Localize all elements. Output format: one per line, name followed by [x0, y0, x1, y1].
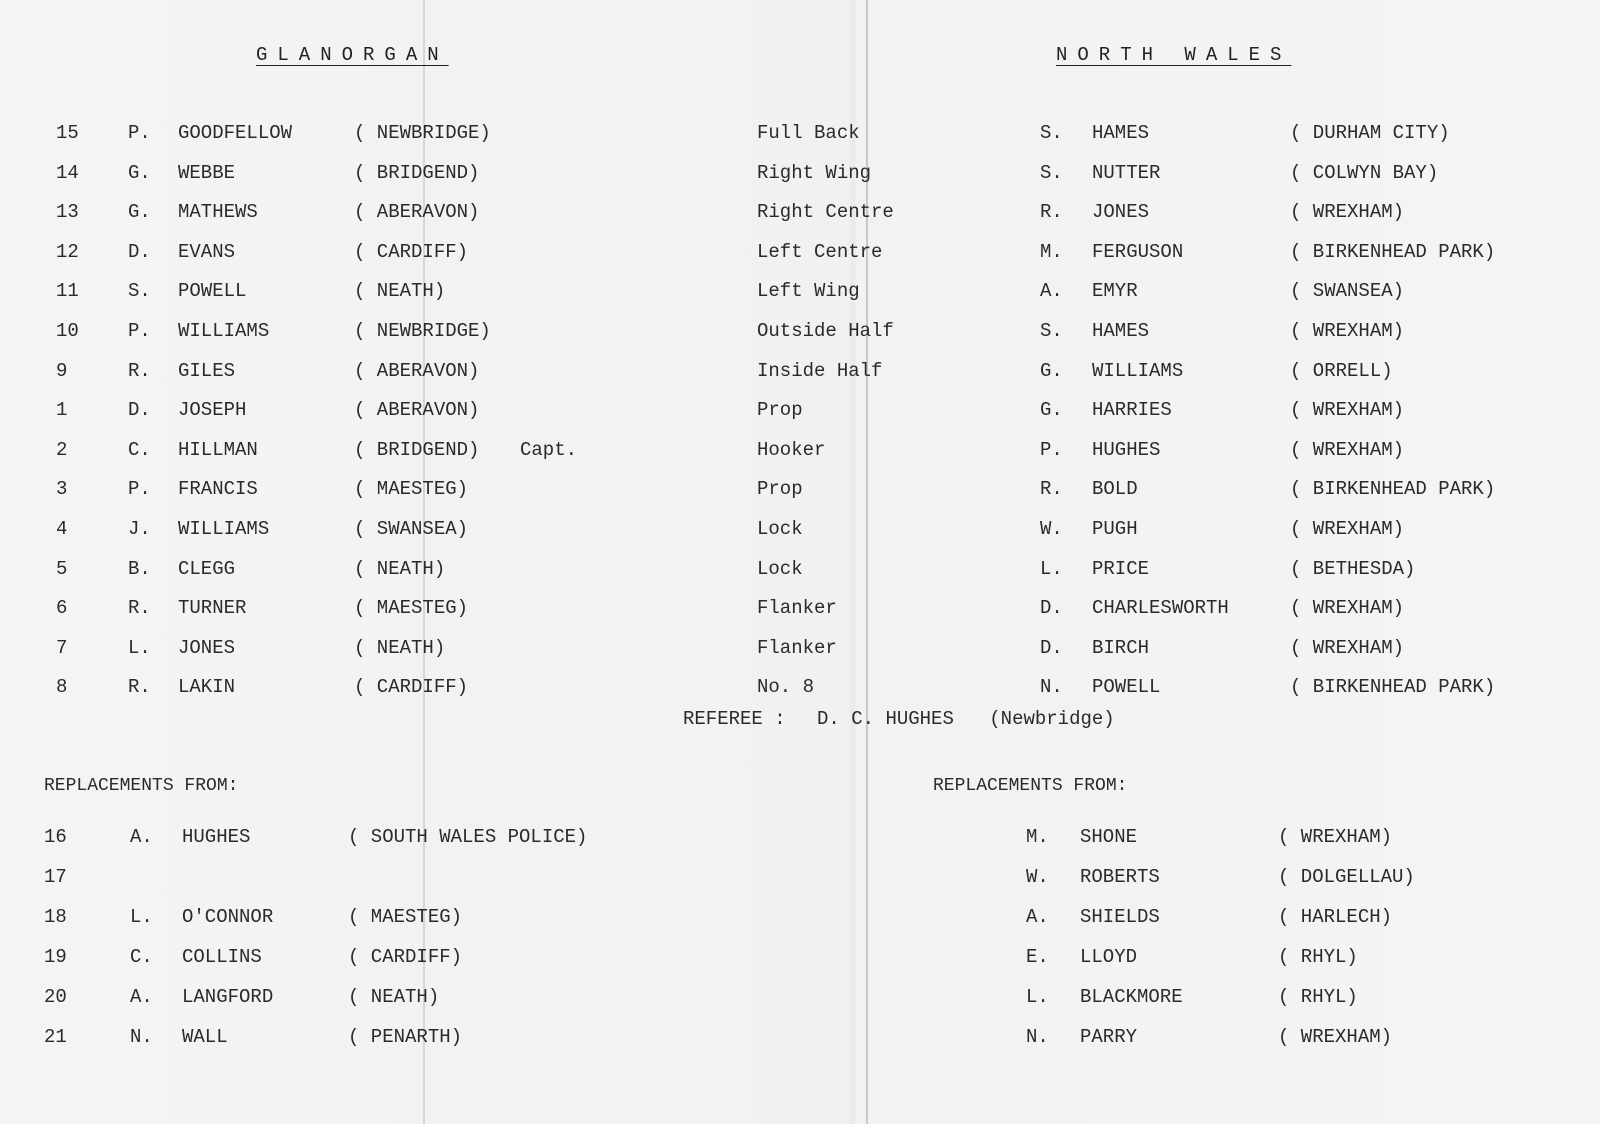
- north-wales-replacement-name: SHONE: [1080, 826, 1138, 848]
- north-wales-player-initial: L.: [1040, 557, 1063, 580]
- north-wales-player-initial: D.: [1040, 597, 1063, 620]
- glamorgan-player-initial: J.: [128, 518, 151, 540]
- replacement-number: 16: [44, 826, 67, 848]
- position-label: Outside Half: [757, 320, 894, 342]
- position-label: No. 8: [757, 676, 815, 699]
- position-label: Left Wing: [757, 280, 860, 303]
- north-wales-player-club: ( WREXHAM): [1290, 399, 1405, 422]
- jersey-number: 1: [56, 399, 68, 422]
- player-row: [0, 162, 1600, 192]
- glamorgan-replacement-club: ( PENARTH): [348, 1026, 463, 1048]
- player-row: [0, 439, 1600, 469]
- north-wales-player-initial: R.: [1040, 201, 1063, 224]
- north-wales-player-name: BOLD: [1092, 478, 1138, 501]
- position-label: Lock: [757, 557, 803, 580]
- position-label: Prop: [757, 478, 803, 501]
- north-wales-player-initial: S.: [1040, 161, 1063, 184]
- glamorgan-replacement-initial: A.: [130, 826, 153, 848]
- replacement-row: [0, 986, 1600, 1016]
- glamorgan-player-name: FRANCIS: [178, 478, 258, 501]
- glamorgan-player-name: HILLMAN: [178, 438, 258, 461]
- player-row: [0, 122, 1600, 152]
- north-wales-player-club: ( COLWYN BAY): [1290, 161, 1439, 184]
- glamorgan-replacement-initial: A.: [130, 986, 153, 1008]
- north-wales-player-initial: G.: [1040, 399, 1063, 422]
- north-wales-player-club: ( ORRELL): [1290, 359, 1393, 382]
- glamorgan-player-club: ( SWANSEA): [354, 518, 469, 540]
- glamorgan-player-initial: G.: [128, 201, 151, 224]
- glamorgan-player-name: JOSEPH: [178, 399, 247, 422]
- glamorgan-replacement-initial: N.: [130, 1026, 153, 1048]
- north-wales-player-name: HAMES: [1092, 320, 1150, 342]
- replacement-row: [0, 1026, 1600, 1056]
- glamorgan-player-club: ( ABERAVON): [354, 201, 480, 224]
- north-wales-player-name: BIRCH: [1092, 636, 1150, 659]
- jersey-number: 11: [56, 280, 79, 303]
- north-wales-replacement-name: LLOYD: [1080, 946, 1138, 968]
- glamorgan-replacement-initial: C.: [130, 946, 153, 968]
- north-wales-replacement-initial: W.: [1026, 866, 1049, 888]
- player-row: [0, 558, 1600, 588]
- referee-name: D. C. HUGHES: [817, 708, 954, 730]
- north-wales-player-club: ( SWANSEA): [1290, 280, 1405, 303]
- north-wales-player-name: WILLIAMS: [1092, 359, 1184, 382]
- glamorgan-player-club: ( BRIDGEND): [354, 438, 480, 461]
- position-label: Hooker: [757, 438, 826, 461]
- jersey-number: 6: [56, 597, 68, 620]
- north-wales-player-club: ( BETHESDA): [1290, 557, 1416, 580]
- referee-club: (Newbridge): [989, 708, 1115, 730]
- glamorgan-player-name: GOODFELLOW: [178, 122, 293, 144]
- glamorgan-player-initial: R.: [128, 597, 151, 620]
- replacement-row: [0, 906, 1600, 936]
- glamorgan-player-initial: P.: [128, 478, 151, 501]
- north-wales-replacement-club: ( DOLGELLAU): [1278, 866, 1415, 888]
- glamorgan-player-name: WEBBE: [178, 161, 236, 184]
- north-wales-player-initial: D.: [1040, 636, 1063, 659]
- glamorgan-player-club: ( ABERAVON): [354, 359, 480, 382]
- north-wales-player-name: CHARLESWORTH: [1092, 597, 1229, 620]
- jersey-number: 8: [56, 676, 68, 699]
- glamorgan-player-club: ( NEWBRIDGE): [354, 320, 491, 342]
- position-label: Full Back: [757, 122, 860, 144]
- glamorgan-replacement-name: WALL: [182, 1026, 228, 1048]
- glamorgan-player-name: EVANS: [178, 240, 236, 263]
- north-wales-replacement-initial: A.: [1026, 906, 1049, 928]
- jersey-number: 10: [56, 320, 79, 342]
- glamorgan-player-initial: P.: [128, 320, 151, 342]
- glamorgan-player-name: WILLIAMS: [178, 320, 270, 342]
- north-wales-player-name: HUGHES: [1092, 438, 1161, 461]
- glamorgan-replacement-name: COLLINS: [182, 946, 262, 968]
- north-wales-replacement-name: BLACKMORE: [1080, 986, 1183, 1008]
- glamorgan-replacement-club: ( CARDIFF): [348, 946, 463, 968]
- glamorgan-player-club: ( BRIDGEND): [354, 161, 480, 184]
- glamorgan-replacement-club: ( MAESTEG): [348, 906, 463, 928]
- glamorgan-player-name: JONES: [178, 636, 236, 659]
- glamorgan-replacement-club: ( NEATH): [348, 986, 440, 1008]
- glamorgan-replacement-club: ( SOUTH WALES POLICE): [348, 826, 588, 848]
- position-label: Right Wing: [757, 161, 872, 184]
- north-wales-replacement-club: ( RHYL): [1278, 946, 1358, 968]
- glamorgan-player-club: ( CARDIFF): [354, 240, 469, 263]
- position-label: Left Centre: [757, 240, 883, 263]
- glamorgan-player-club: ( NEATH): [354, 280, 446, 303]
- glamorgan-player-club: ( CARDIFF): [354, 676, 469, 699]
- glamorgan-replacement-name: LANGFORD: [182, 986, 274, 1008]
- north-wales-replacement-name: PARRY: [1080, 1026, 1138, 1048]
- player-row: [0, 597, 1600, 627]
- north-wales-player-initial: W.: [1040, 518, 1063, 540]
- north-wales-player-name: EMYR: [1092, 280, 1138, 303]
- north-wales-heading: NORTH WALES: [1056, 44, 1292, 66]
- player-row: [0, 676, 1600, 706]
- north-wales-player-name: NUTTER: [1092, 161, 1161, 184]
- player-row: [0, 280, 1600, 310]
- player-row: [0, 637, 1600, 667]
- north-wales-player-name: JONES: [1092, 201, 1150, 224]
- north-wales-player-club: ( WREXHAM): [1290, 201, 1405, 224]
- north-wales-replacement-initial: M.: [1026, 826, 1049, 848]
- jersey-number: 4: [56, 518, 68, 540]
- north-wales-player-club: ( WREXHAM): [1290, 438, 1405, 461]
- jersey-number: 12: [56, 240, 79, 263]
- north-wales-player-club: ( WREXHAM): [1290, 320, 1405, 342]
- player-row: [0, 518, 1600, 548]
- glamorgan-replacement-name: HUGHES: [182, 826, 251, 848]
- player-row: [0, 241, 1600, 271]
- glamorgan-player-initial: B.: [128, 557, 151, 580]
- glamorgan-heading: GLANORGAN: [256, 44, 449, 66]
- glamorgan-player-initial: P.: [128, 122, 151, 144]
- player-row: [0, 478, 1600, 508]
- player-row: [0, 201, 1600, 231]
- jersey-number: 3: [56, 478, 68, 501]
- jersey-number: 2: [56, 438, 68, 461]
- position-label: Inside Half: [757, 359, 883, 382]
- position-label: Flanker: [757, 597, 837, 620]
- player-row: [0, 399, 1600, 429]
- replacement-number: 21: [44, 1026, 67, 1048]
- north-wales-player-club: ( WREXHAM): [1290, 636, 1405, 659]
- replacement-number: 19: [44, 946, 67, 968]
- north-wales-player-club: ( BIRKENHEAD PARK): [1290, 240, 1496, 263]
- north-wales-player-name: FERGUSON: [1092, 240, 1184, 263]
- north-wales-player-initial: R.: [1040, 478, 1063, 501]
- north-wales-replacement-initial: N.: [1026, 1026, 1049, 1048]
- glamorgan-player-initial: S.: [128, 280, 151, 303]
- glamorgan-player-initial: D.: [128, 399, 151, 422]
- jersey-number: 14: [56, 161, 79, 184]
- glamorgan-player-initial: C.: [128, 438, 151, 461]
- north-wales-replacement-club: ( HARLECH): [1278, 906, 1393, 928]
- jersey-number: 15: [56, 122, 79, 144]
- north-wales-replacements-heading: REPLACEMENTS FROM:: [933, 776, 1128, 796]
- jersey-number: 7: [56, 636, 68, 659]
- replacement-number: 20: [44, 986, 67, 1008]
- position-label: Lock: [757, 518, 803, 540]
- jersey-number: 5: [56, 557, 68, 580]
- north-wales-replacement-initial: E.: [1026, 946, 1049, 968]
- north-wales-player-initial: S.: [1040, 320, 1063, 342]
- captain-marker: Capt.: [520, 438, 578, 461]
- north-wales-player-name: PRICE: [1092, 557, 1150, 580]
- glamorgan-player-name: GILES: [178, 359, 236, 382]
- glamorgan-player-club: ( MAESTEG): [354, 597, 469, 620]
- glamorgan-player-club: ( MAESTEG): [354, 478, 469, 501]
- jersey-number: 9: [56, 359, 68, 382]
- replacement-row: [0, 826, 1600, 856]
- north-wales-player-club: ( WREXHAM): [1290, 518, 1405, 540]
- glamorgan-player-initial: R.: [128, 676, 151, 699]
- north-wales-player-club: ( WREXHAM): [1290, 597, 1405, 620]
- north-wales-replacement-club: ( WREXHAM): [1278, 1026, 1393, 1048]
- position-label: Right Centre: [757, 201, 894, 224]
- position-label: Prop: [757, 399, 803, 422]
- north-wales-replacement-club: ( WREXHAM): [1278, 826, 1393, 848]
- glamorgan-player-club: ( NEATH): [354, 557, 446, 580]
- north-wales-player-club: ( BIRKENHEAD PARK): [1290, 676, 1496, 699]
- glamorgan-player-club: ( ABERAVON): [354, 399, 480, 422]
- glamorgan-player-initial: G.: [128, 161, 151, 184]
- north-wales-player-club: ( DURHAM CITY): [1290, 122, 1450, 144]
- north-wales-replacement-name: SHIELDS: [1080, 906, 1160, 928]
- jersey-number: 13: [56, 201, 79, 224]
- glamorgan-replacements-heading: REPLACEMENTS FROM:: [44, 776, 239, 796]
- north-wales-player-initial: A.: [1040, 280, 1063, 303]
- north-wales-player-initial: M.: [1040, 240, 1063, 263]
- north-wales-replacement-name: ROBERTS: [1080, 866, 1160, 888]
- replacement-number: 18: [44, 906, 67, 928]
- replacement-row: [0, 866, 1600, 896]
- north-wales-player-club: ( BIRKENHEAD PARK): [1290, 478, 1496, 501]
- north-wales-player-name: HAMES: [1092, 122, 1150, 144]
- replacement-row: [0, 946, 1600, 976]
- glamorgan-player-name: POWELL: [178, 280, 247, 303]
- glamorgan-player-name: CLEGG: [178, 557, 236, 580]
- glamorgan-replacement-name: O'CONNOR: [182, 906, 274, 928]
- north-wales-replacement-club: ( RHYL): [1278, 986, 1358, 1008]
- glamorgan-player-name: MATHEWS: [178, 201, 258, 224]
- glamorgan-player-initial: L.: [128, 636, 151, 659]
- glamorgan-player-name: TURNER: [178, 597, 247, 620]
- glamorgan-player-name: LAKIN: [178, 676, 236, 699]
- player-row: [0, 320, 1600, 350]
- position-label: Flanker: [757, 636, 837, 659]
- glamorgan-player-club: ( NEWBRIDGE): [354, 122, 491, 144]
- glamorgan-player-initial: D.: [128, 240, 151, 263]
- referee-label: REFEREE :: [683, 708, 786, 730]
- replacement-number: 17: [44, 866, 67, 888]
- north-wales-player-name: POWELL: [1092, 676, 1161, 699]
- north-wales-player-initial: N.: [1040, 676, 1063, 699]
- north-wales-player-initial: S.: [1040, 122, 1063, 144]
- glamorgan-player-club: ( NEATH): [354, 636, 446, 659]
- north-wales-player-name: HARRIES: [1092, 399, 1172, 422]
- glamorgan-player-name: WILLIAMS: [178, 518, 270, 540]
- glamorgan-replacement-initial: L.: [130, 906, 153, 928]
- referee-line: [683, 708, 1115, 730]
- player-row: [0, 360, 1600, 390]
- north-wales-player-initial: P.: [1040, 438, 1063, 461]
- north-wales-player-initial: G.: [1040, 359, 1063, 382]
- north-wales-player-name: PUGH: [1092, 518, 1138, 540]
- glamorgan-player-initial: R.: [128, 359, 151, 382]
- north-wales-replacement-initial: L.: [1026, 986, 1049, 1008]
